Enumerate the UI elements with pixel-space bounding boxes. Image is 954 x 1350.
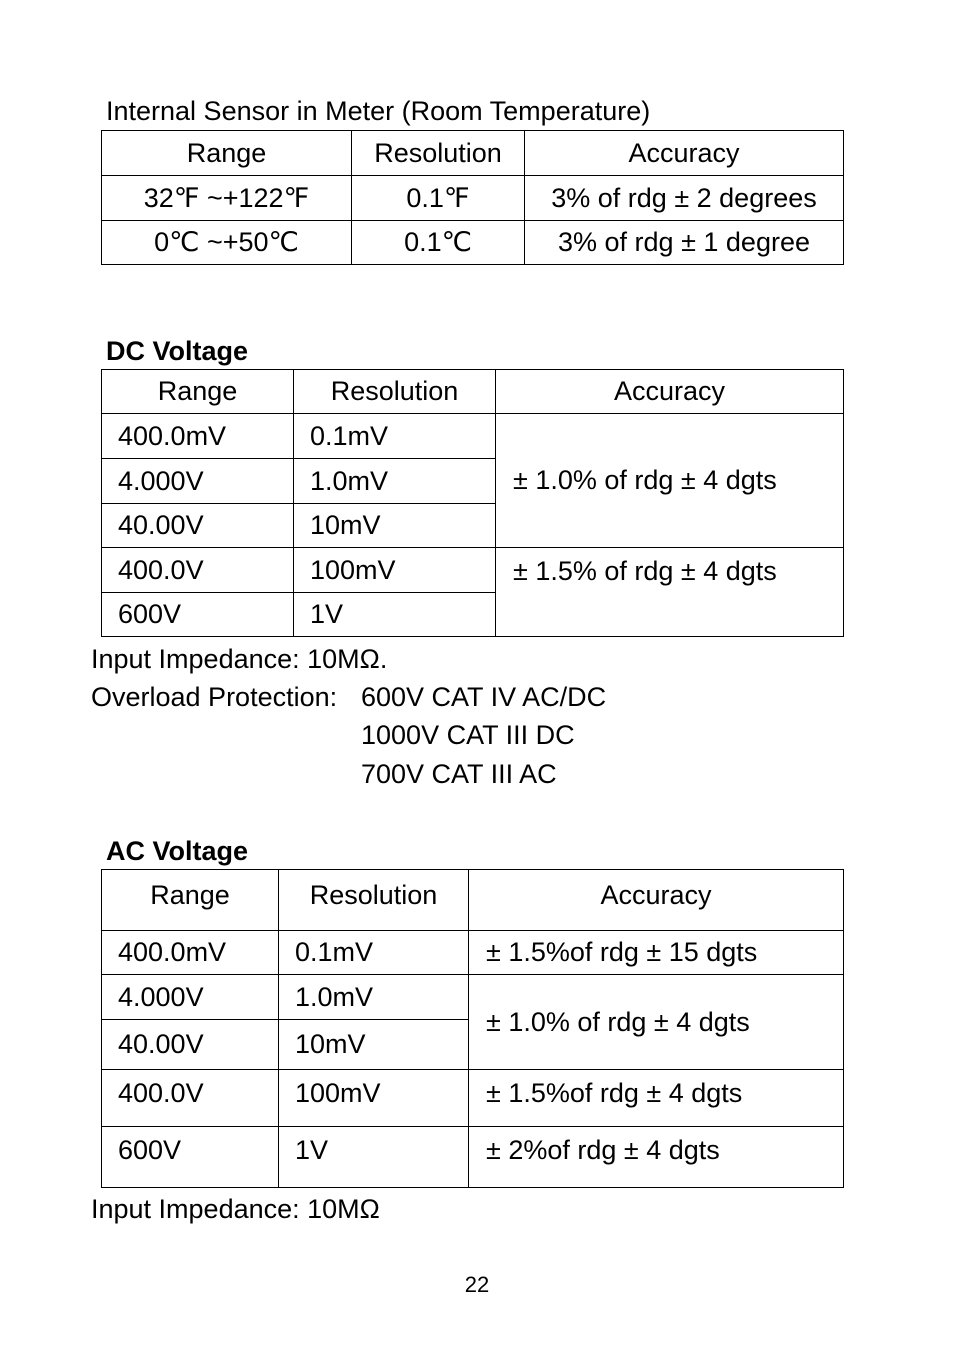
header-accuracy: Accuracy (496, 370, 844, 414)
table-cell: 100mV (279, 1070, 469, 1127)
ac-input-impedance: Input Impedance: 10MΩ (91, 1194, 380, 1224)
dc-voltage-title: DC Voltage (106, 336, 249, 366)
table-cell: 600V (102, 1127, 279, 1188)
table-cell: 10mV (294, 504, 496, 548)
internal-sensor-table (101, 130, 844, 265)
table-cell: 40.00V (102, 504, 294, 548)
overload-line: 600V CAT IV AC/DC (361, 682, 607, 712)
table-cell: 1.0mV (294, 459, 496, 504)
table-cell: 1V (294, 593, 496, 637)
header-resolution: Resolution (279, 870, 469, 931)
header-accuracy: Accuracy (469, 870, 844, 931)
table-cell: 40.00V (102, 1020, 279, 1070)
table-cell: 400.0V (102, 1070, 279, 1127)
table-cell: 0.1mV (294, 414, 496, 459)
table-cell: ± 1.5% of rdg ± 4 dgts (496, 548, 844, 637)
page-number: 22 (464, 1272, 490, 1297)
header-accuracy: Accuracy (525, 131, 844, 176)
table-cell: 400.0mV (102, 414, 294, 459)
table-cell: 400.0mV (102, 931, 279, 975)
header-range: Range (102, 870, 279, 931)
table-cell: 3% of rdg ± 1 degree (525, 221, 844, 265)
internal-sensor-title: Internal Sensor in Meter (Room Temperature) (106, 96, 651, 126)
table-cell: ± 1.5%of rdg ± 15 dgts (469, 931, 844, 975)
table-cell: 4.000V (102, 459, 294, 504)
table-cell: 10mV (279, 1020, 469, 1070)
overload-line: 1000V CAT III DC (361, 720, 575, 750)
dc-input-impedance: Input Impedance: 10MΩ. (91, 644, 388, 674)
table-cell: 0.1mV (279, 931, 469, 975)
header-range: Range (102, 370, 294, 414)
table-cell: ± 2%of rdg ± 4 dgts (469, 1127, 844, 1188)
dc-voltage-table (101, 369, 844, 637)
ac-voltage-title: AC Voltage (106, 836, 249, 866)
table-cell: 0.1℉ (352, 176, 525, 221)
ac-voltage-table (101, 869, 844, 1188)
table-cell: 4.000V (102, 975, 279, 1020)
header-range: Range (102, 131, 352, 176)
table-cell: 400.0V (102, 548, 294, 593)
header-resolution: Resolution (352, 131, 525, 176)
table-cell: 600V (102, 593, 294, 637)
table-cell: 1V (279, 1127, 469, 1188)
table-cell: ± 1.0% of rdg ± 4 dgts (496, 414, 844, 548)
overload-protection-label: Overload Protection: (91, 682, 338, 712)
table-cell: 1.0mV (279, 975, 469, 1020)
table-cell: 32℉ ~+122℉ (102, 176, 352, 221)
table-cell: 0.1℃ (352, 221, 525, 265)
table-cell: 0℃ ~+50℃ (102, 221, 352, 265)
table-cell: ± 1.0% of rdg ± 4 dgts (469, 975, 844, 1070)
table-cell: 100mV (294, 548, 496, 593)
overload-line: 700V CAT III AC (361, 759, 557, 789)
table-cell: 3% of rdg ± 2 degrees (525, 176, 844, 221)
header-resolution: Resolution (294, 370, 496, 414)
table-cell: ± 1.5%of rdg ± 4 dgts (469, 1070, 844, 1127)
